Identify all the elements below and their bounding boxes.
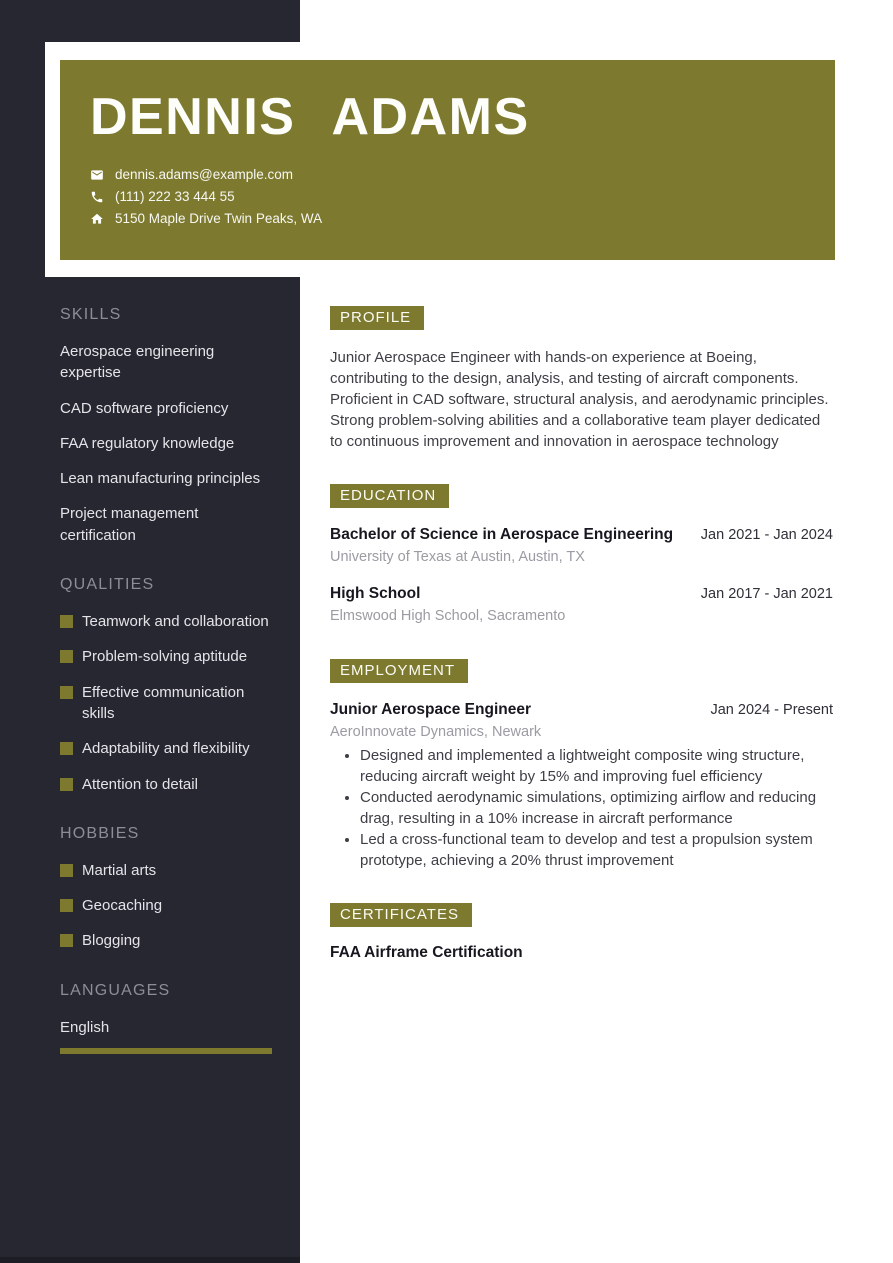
education-entry bbox=[330, 525, 833, 568]
section-certificates bbox=[330, 903, 833, 962]
languages-heading: LANGUAGES bbox=[60, 981, 171, 999]
hobby-item-label: Blogging bbox=[82, 932, 141, 950]
sidebar-section-languages bbox=[60, 982, 272, 1054]
employment-achievements-list bbox=[330, 745, 833, 871]
contact-address-text: 5150 Maple Drive Twin Peaks, WA bbox=[115, 211, 323, 227]
achievement-item: • Conducted aerodynamic simulations, optimizing airflow and reducing drag, resulting in a 10% increase in aircraft performance bbox=[360, 787, 833, 829]
hobby-item bbox=[60, 860, 272, 881]
contact-address bbox=[90, 211, 815, 226]
quality-item bbox=[60, 611, 272, 632]
section-education bbox=[330, 484, 833, 627]
hobby-item-label: Martial arts bbox=[82, 861, 157, 879]
skill-item: Project management certification bbox=[60, 505, 199, 544]
certificates-section-heading: CERTIFICATES bbox=[330, 903, 472, 927]
person-name: DENNIS ADAMS bbox=[90, 88, 530, 146]
job-title: Junior Aerospace Engineer bbox=[330, 701, 531, 719]
education-entry-head bbox=[330, 525, 833, 546]
skill-item: CAD software proficiency bbox=[60, 399, 229, 417]
contact-phone-text: (111) 222 33 444 55 bbox=[115, 189, 235, 205]
square-bullet-icon bbox=[60, 650, 73, 663]
education-date-range: Jan 2017 - Jan 2021 bbox=[700, 586, 833, 603]
skill-item: FAA regulatory knowledge bbox=[60, 434, 235, 452]
contact-email-text: dennis.adams@example.com bbox=[115, 167, 294, 183]
hobby-item-label: Geocaching bbox=[82, 897, 163, 915]
education-school: Elmswood High School, Sacramento bbox=[330, 608, 566, 625]
employer-name: AeroInnovate Dynamics, Newark bbox=[330, 724, 542, 741]
contact-phone bbox=[90, 189, 815, 204]
profile-text: Junior Aerospace Engineer with hands-on experience at Boeing, contributing to the design, analysis, and testing of aircraft components. Proficient in CAD software, structural analysis, and aerodynamic principles. Strong problem-solving abilities and a collaborative team player dedicated to continuous improvement and innovation in aerospace technology bbox=[330, 349, 829, 450]
header-banner bbox=[60, 60, 835, 260]
main-content bbox=[330, 306, 833, 994]
profile-section-heading: PROFILE bbox=[330, 306, 424, 330]
education-degree: Bachelor of Science in Aerospace Engineering bbox=[330, 526, 674, 543]
quality-item-label: Effective communication skills bbox=[82, 683, 245, 722]
contact-list bbox=[90, 167, 815, 226]
employment-entry-head bbox=[330, 700, 833, 721]
quality-item-label: Attention to detail bbox=[82, 775, 198, 793]
education-school: University of Texas at Austin, Austin, TX bbox=[330, 549, 585, 566]
square-bullet-icon bbox=[60, 742, 73, 755]
section-profile bbox=[330, 306, 833, 452]
education-entry-head bbox=[330, 584, 833, 605]
qualities-heading: QUALITIES bbox=[60, 576, 155, 594]
square-bullet-icon bbox=[60, 686, 73, 699]
hobby-item bbox=[60, 895, 272, 916]
sidebar-bottom-strip bbox=[0, 1257, 300, 1263]
section-employment bbox=[330, 659, 833, 871]
education-degree: High School bbox=[330, 585, 421, 603]
phone-icon bbox=[90, 190, 104, 204]
quality-item bbox=[60, 738, 272, 759]
quality-item-label: Adaptability and flexibility bbox=[82, 740, 250, 758]
square-bullet-icon bbox=[60, 934, 73, 947]
quality-item bbox=[60, 682, 272, 725]
square-bullet-icon bbox=[60, 864, 73, 877]
square-bullet-icon bbox=[60, 615, 73, 628]
certificate-name: FAA Airframe Certification bbox=[330, 944, 523, 962]
hobby-item bbox=[60, 930, 272, 951]
language-item bbox=[60, 1017, 272, 1054]
sidebar-section-qualities bbox=[60, 576, 272, 795]
certificate-entry bbox=[330, 944, 833, 962]
hobbies-heading: HOBBIES bbox=[60, 824, 140, 842]
quality-item bbox=[60, 774, 272, 795]
home-icon bbox=[90, 212, 104, 226]
skill-item: Lean manufacturing principles bbox=[60, 470, 261, 488]
sidebar-section-skills bbox=[60, 306, 272, 546]
education-date-range: Jan 2021 - Jan 2024 bbox=[700, 527, 833, 543]
employment-date-range: Jan 2024 - Present bbox=[710, 702, 833, 719]
square-bullet-icon bbox=[60, 778, 73, 791]
language-name: English bbox=[60, 1018, 110, 1036]
sidebar bbox=[60, 306, 272, 1054]
envelope-icon bbox=[90, 168, 104, 182]
quality-item bbox=[60, 646, 272, 667]
language-level-bar bbox=[60, 1048, 272, 1054]
education-section-heading: EDUCATION bbox=[330, 484, 449, 508]
square-bullet-icon bbox=[60, 899, 73, 912]
skill-item: Aerospace engineering expertise bbox=[60, 343, 215, 382]
quality-item-label: Problem-solving aptitude bbox=[82, 648, 248, 666]
sidebar-section-hobbies bbox=[60, 825, 272, 952]
contact-email bbox=[90, 167, 815, 182]
employment-section-heading: EMPLOYMENT bbox=[330, 659, 468, 683]
skills-heading: SKILLS bbox=[60, 306, 122, 323]
employment-entry bbox=[330, 700, 833, 871]
quality-item-label: Teamwork and collaboration bbox=[82, 613, 269, 631]
achievement-item: • Designed and implemented a lightweight composite wing structure, reducing aircraft weight by 15% and improving fuel efficiency bbox=[360, 745, 833, 787]
achievement-item: • Led a cross-functional team to develop and test a propulsion system prototype, achieving a 20% thrust improvement bbox=[360, 829, 833, 871]
education-entry bbox=[330, 584, 833, 627]
